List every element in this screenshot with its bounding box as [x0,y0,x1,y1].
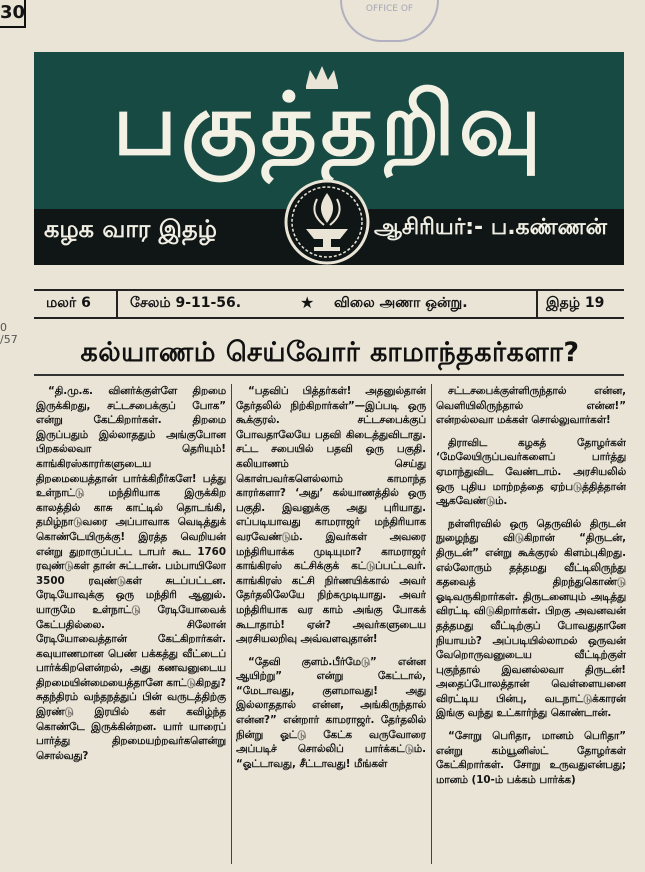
volume-label: மலர் 6 [46,295,91,311]
masthead [34,52,624,265]
price-label: விலை அணா ஒன்று. [334,295,468,311]
star-icon: ★ [300,293,315,312]
page-number: 30 [0,0,26,28]
issue-number: இதழ் 19 [546,295,605,311]
lamp-emblem-icon [284,179,370,265]
article-column-3 [436,384,626,864]
newspaper-title: பகுத்தறிவு [112,75,546,175]
library-stamp: OFFICE OF [340,0,439,42]
masthead-editor: ஆசிரியர்:- ப.கண்ணன் [374,215,607,240]
column-paragraph: திராவிட கழகத் தோழர்கள் ‘மேலேயிருப்பவர்களைப் பார்த்து ஏமாந்துவிட வேண்டாம். அரசியலில் ஒரு புதிய மாற்றத்தை ஏற்படுத்தித்தான் ஆகவேண்டும். [436,436,626,508]
article-column-2 [236,384,426,864]
column-paragraph: “பதவிப் பித்தர்கள்! அதனுல்தான் தேர்தலில் நிற்கிறார்கள்”—இப்படி ஒரு கூக்குரல். சட்டசபைக்குப் போவதாலேயே பதவி கிடைத்துவிடாது. சட்ட சபையில் பதவி ஒரு பகுதி. கலியாணம் செய்து கொள்பவர்களெல்லாம் காமாந்த காரர்களா? ‘அது’ கல்யாணத்தில் ஒரு பகுதி. இவனுக்கு அது புரியாது. எப்படியாவது காமராஜர் மந்திரியாக வரவேண்டும். இவர்கள் அவரை மந்திரியாக்க முடியுமா? காமராஜர் காங்கிரஸ் கட்சிக்குக் கட்டுப்பட்டவர். காங்கிரஸ் கட்சி நிர்ணயிக்கால் அவர் தேர்தலிலேயே நிற்கமுடியாது. அவர் மந்திரியாக வர காம் அங்கு போகக் கூடாதாம்! ஏன்? அவர்களுடைய அரசியலறிவு அவ்வளவுதான்! [236,385,426,646]
column-divider [431,384,432,864]
issue-info-bar [34,289,624,319]
headline-rule [34,374,624,376]
divider [536,291,538,317]
margin-note: 0 /57 [0,321,18,346]
article-headline: கல்யாணம் செய்வோர் காமாந்தகர்களா? [80,337,580,368]
column-paragraph: நள்ளிரவில் ஒரு தெருவில் திருடன் நுழைந்து விடுகிறான் “திருடன், திருடன்” என்று கூக்குரல் கிளம்புகிறது. எல்லோரும் தத்தமது வீட்டிலிருந்து கதவைத் திறந்துகொண்டு ஓடிவருகிறார்கள். திருடனையும் அடித்து விரட்டி விடுகிறார்கள். பிறகு அவனவன் தத்தமது வீட்டிற்குப் போவதுதானே நியாயம்? அப்படியில்லாமல் ஒருவன் வேறொருவனுடைய வீட்டிற்குள் புகுந்தால் இவனல்லவா திருடன்! அதைப்போலத்தான் வெள்ளையனை விரட்டிய பின்பு, வடநாட்டுக்காரன் இங்கு வந்து உட்கார்ந்து கொண்டான். [436,517,626,720]
divider [116,291,118,317]
column-divider [231,384,232,864]
column-paragraph: “தி.மு.க. வினர்க்குள்ளே திறமை இருக்கிறது, சட்டசபைக்குப் போக” என்று கேட்கிறார்கள். திறமை இருப்பதும் இல்லாததும் அங்குபோன பிறகல்லவா தெரியும்! காங்கிரஸ்காரர்களுடைய திறமையைத்தான் பார்க்கிறீர்களே! பத்து உள்நாட்டு மந்திரியாக இருக்கிற காலத்தில் காசு காட்டில் தொடங்கி, தமிழ்நாடுவரை அப்பாவாக வெடித்துக் கொண்டேயிருக்கு! இரத்த வெறியன் என்று துறாருப்பட்ட டாபர் கூட 1760 ரவுண்டுகள் தான் சுட்டான். பம்பாயிலோ 3500 ரவுண்டுகள் சுடப்பட்டன. ரேடியோவுக்கு ஒரு மந்திரி ஆனுல். யாருமே உள்நாட்டு ரேடியோவைக் கேட்பதில்லை. சிலோன் ரேடியோவைத்தான் கேட்கிறார்கள். கவுயாணமான பெண் பக்கத்து வீட்டைப் பார்க்கிறளென்றல், அது கணவனுடைய திறமையின்மையைத்தானே காட்டுகிறது? சுதந்திரம் வந்தநத்துப் பின் வருடத்திற்கு இரண்டு இரயில் கள் கவிழ்ந்த கொண்டே இருக்கின்றன. யார் யாரைப் பார்த்து திறமையற்றவர்களென்று சொல்வது? [36,385,226,762]
column-paragraph: “தேவி குளம்.பீர்மேடு” என்ன ஆயிற்று” என்று கேட்டால், “மேடாவது, குளமாவது! அது இல்லாததால் என்ன, அங்கிருந்தால் என்ன?” என்றார் காமராஜர். தேர்தலில் நின்று ஓட்டு கேட்க வருவோரை அப்படிச் சொல்லிப் பார்க்கட்டும். “ஓட்டாவது, சீட்டாவது! மீங்கள் [236,655,426,770]
place-date: சேலம் 9-11-56. [130,295,242,311]
masthead-tagline: கழக வார இதழ் [44,215,217,243]
column-paragraph: “சோறு பெரிதா, மானம் பெரிதா” என்று கம்யூனிஸ்ட் தோழர்கள் கேட்கிறார்கள். சோறு உருவதுஎன்பது; மானம் (10-ம் பக்கம் பார்க்க) [436,730,626,786]
article-column-1 [36,384,226,864]
column-paragraph: சட்டசபைக்குள்ளிருந்தால் என்ன, வெளியிலிருந்தால் என்ன!” என்றல்லவா மக்கள் சொல்லுவார்கள்! [436,385,626,427]
